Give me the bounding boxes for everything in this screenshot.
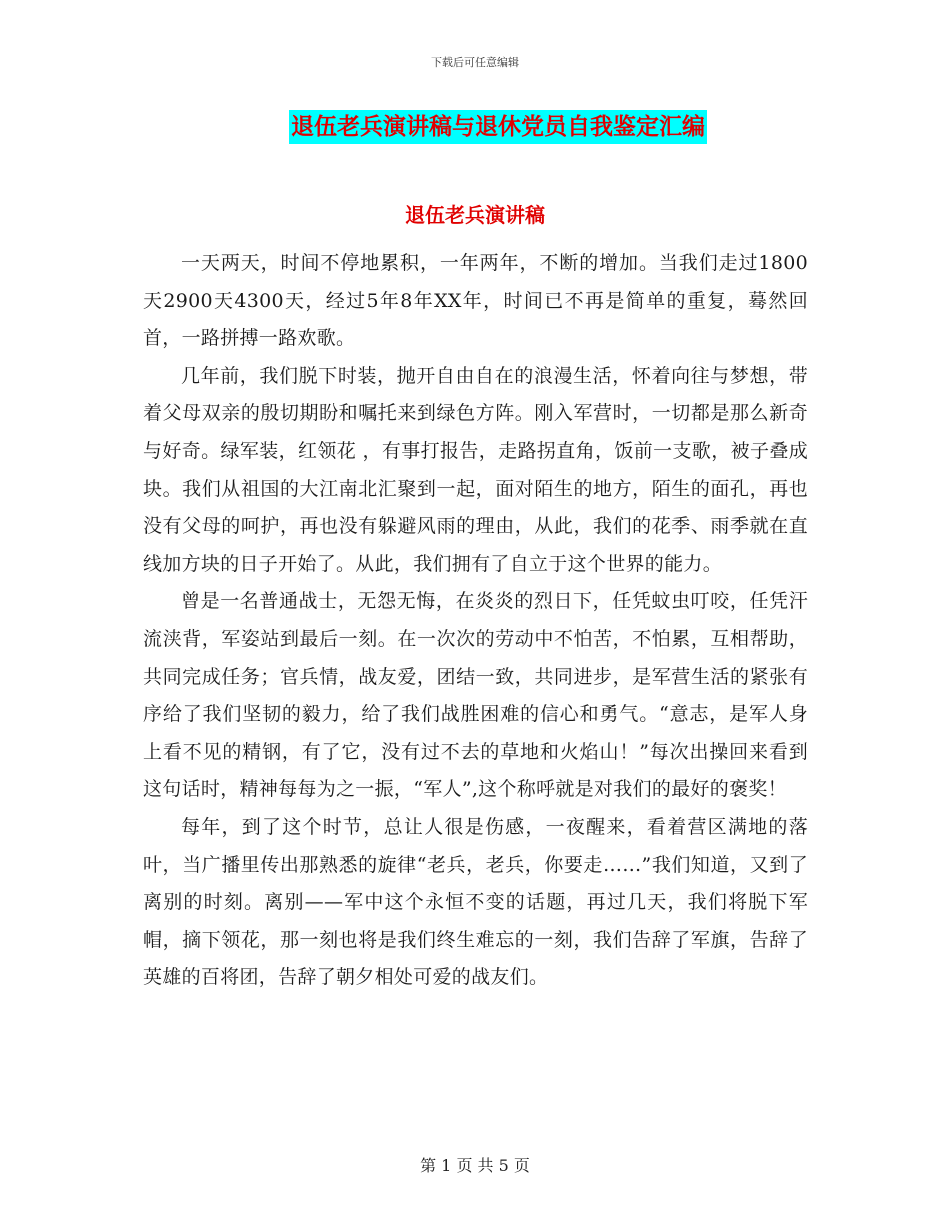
paragraph: 每年，到了这个时节，总让人很是伤感，一夜醒来，看着营区满地的落叶，当广播里传出那熟悉的旋律“老兵，老兵，你要走……”我们知道，又到了离别的时刻。离别——军中这个永恒不变的话题，再过几天，我们将脱下军帽，摘下领花，那一刻也将是我们终生难忘的一刻，我们告辞了军旗，告辞了英雄的百将团，告辞了朝夕相处可爱的战友们。 (143, 815, 808, 989)
document-title-text: 退伍老兵演讲稿与退休党员自我鉴定汇编 (289, 110, 707, 144)
section-title: 退伍老兵演讲稿 (405, 203, 545, 227)
paragraph: 一天两天，时间不停地累积，一年两年，不断的增加。当我们走过1800天2900天4300天，经过5年8年XX年，时间已不再是简单的重复，蓦然回首，一路拼搏一路欢歌。 (143, 252, 808, 350)
page-header-note: 下载后可任意编辑 (431, 56, 519, 69)
paragraph: 几年前，我们脱下时装，抛开自由自在的浪漫生活，怀着向往与梦想，带着父母双亲的殷切期盼和嘱托来到绿色方阵。刚入军营时，一切都是那么新奇与好奇。绿军装，红领花 ，有事打报告，走路拐直角，饭前一支歌，被子叠成块。我们从祖国的大江南北汇聚到一起，面对陌生的地方，陌生的面孔，再也没有父母的呵护，再也没有躲避风雨的理由，从此，我们的花季、雨季就在直线加方块的日子开始了。从此，我们拥有了自立于这个世界的能力。 (143, 364, 808, 575)
paragraph: 曾是一名普通战士，无怨无悔，在炎炎的烈日下，任凭蚊虫叮咬，任凭汗流浃背，军姿站到最后一刻。在一次次的劳动中不怕苦，不怕累，互相帮助，共同完成任务；官兵情，战友爱，团结一致，共同进步，是军营生活的紧张有序给了我们坚韧的毅力，给了我们战胜困难的信心和勇气。“意志，是军人身上看不见的精钢，有了它，没有过不去的草地和火焰山！”每次出操回来看到这句话时，精神每每为之一振，“军人”,这个称呼就是对我们的最好的褒奖！ (143, 590, 808, 801)
body-text (143, 245, 808, 997)
document-title (0, 110, 950, 144)
page-footer: 第 1 页 共 5 页 (420, 1156, 530, 1175)
